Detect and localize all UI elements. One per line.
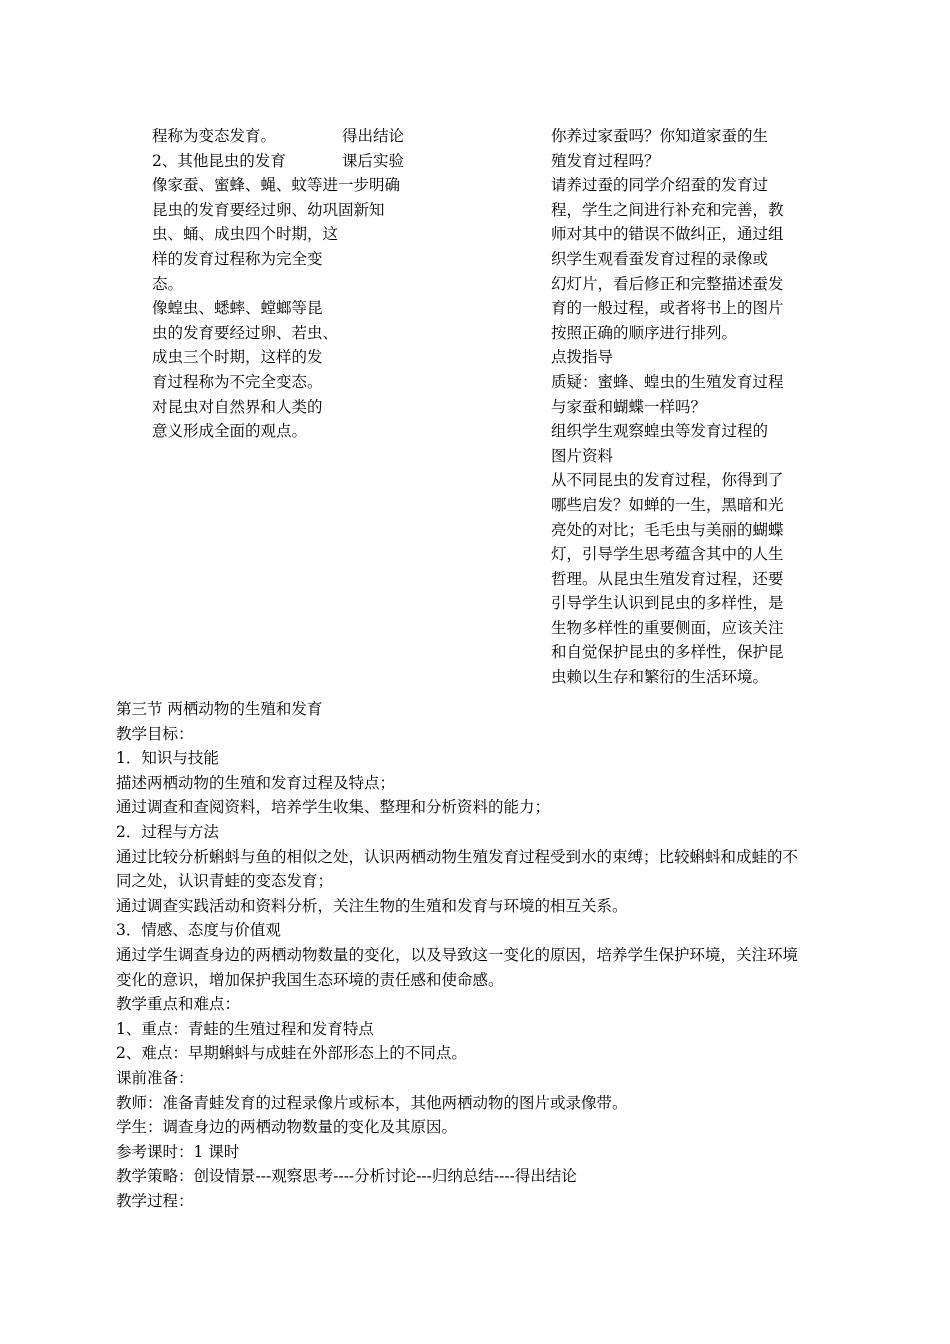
right-column-line: 虫赖以生存和繁衍的生活环境。 (551, 668, 769, 687)
right-column-line: 点拨指导 (551, 348, 614, 367)
right-column-line: 师对其中的错误不做纠正，通过组 (551, 225, 784, 244)
right-column-line: 程，学生之间进行补充和完善，教 (551, 200, 784, 219)
right-column-line: 育的一般过程，或者将书上的图片 (551, 299, 784, 318)
right-column-line: 从不同昆虫的发育过程，你得到了 (551, 471, 784, 490)
body-text-line: 通过调查实践活动和资料分析，关注生物的生殖和发育与环境的相互关系。 (116, 896, 628, 915)
right-column-line: 质疑：蜜蜂、蝗虫的生殖发育过程 (551, 372, 784, 391)
body-text-line: 2．过程与方法 (116, 822, 219, 841)
right-column-line: 图片资料 (551, 446, 614, 465)
left-column-line: 程称为变态发育。 (152, 127, 277, 145)
middle-column-line: 得出结论 (342, 127, 405, 145)
body-text-line: 2、难点：早期蝌蚪与成蛙在外部形态上的不同点。 (116, 1044, 467, 1063)
left-column-line: 对昆虫对自然界和人类的 (152, 397, 323, 416)
body-text-line: 教学策略：创设情景---观察思考----分析讨论---归纳总结----得出结论 (116, 1167, 577, 1186)
right-column-line: 亮处的对比；毛毛虫与美丽的蝴蝶 (551, 520, 784, 539)
left-column-line: 样的发育过程称为完全变 (152, 249, 323, 268)
right-column-line: 请养过蚕的同学介绍蚕的发育过 (551, 176, 769, 195)
body-text-line: 参考课时：1 课时 (116, 1142, 240, 1161)
left-column-line: 虫的发育要经过卵、若虫、 (152, 323, 339, 342)
left-column-line: 意义形成全面的观点。 (152, 422, 308, 441)
body-text-line: 通过学生调查身边的两栖动物数量的变化，以及导致这一变化的原因，培养学生保护环境，关注环境 (116, 945, 799, 964)
right-column-line: 灯，引导学生思考蕴含其中的人生 (551, 545, 784, 564)
left-column-line: 昆虫的发育要经过卵、幼巩固新知 (152, 200, 385, 219)
left-column-line: 2、其他昆虫的发育 (152, 151, 286, 170)
body-text-line: 变化的意识，增加保护我国生态环境的责任感和使命感。 (116, 970, 504, 989)
body-text-line: 教学重点和难点： (116, 995, 241, 1014)
left-column-line: 成虫三个时期，这样的发 (152, 348, 323, 367)
section-body (116, 697, 846, 1213)
middle-column (342, 124, 442, 173)
right-column-line: 引导学生认识到昆虫的多样性，是 (551, 594, 784, 613)
body-text-line: 课前准备： (116, 1068, 194, 1087)
body-text-line: 描述两栖动物的生殖和发育过程及特点； (116, 773, 396, 792)
right-column-line: 和自觉保护昆虫的多样性，保护昆 (551, 643, 784, 662)
body-text-line: 教学过程： (116, 1191, 194, 1210)
right-column-line: 与家蚕和蝴蝶一样吗？ (551, 397, 707, 416)
body-text-line: 通过比较分析蝌蚪与鱼的相似之处，认识两栖动物生殖发育过程受到水的束缚；比较蝌蚪和成蛙的不 (116, 847, 799, 866)
right-column-line: 殖发育过程吗？ (551, 151, 660, 170)
body-text-line: 1、重点：青蛙的生殖过程和发育特点 (116, 1019, 374, 1038)
body-text-line: 教师：准备青蛙发育的过程录像片或标本，其他两栖动物的图片或录像带。 (116, 1093, 628, 1112)
body-text-line: 第三节 两栖动物的生殖和发育 (116, 700, 323, 718)
body-text-line: 教学目标： (116, 724, 194, 743)
right-column-line: 哪些启发？如蝉的一生，黑暗和光 (551, 495, 784, 514)
left-column-line: 像家蚕、蜜蜂、蝇、蚊等进一步明确 (152, 176, 401, 195)
right-column-line: 你养过家蚕吗？你知道家蚕的生 (551, 127, 769, 145)
body-text-line: 1．知识与技能 (116, 749, 219, 768)
body-text-line: 同之处，认识青蛙的变态发育； (116, 872, 334, 891)
right-column-line: 哲理。从昆虫生殖发育过程，还要 (551, 569, 784, 588)
body-text-line: 3．情感、态度与价值观 (116, 921, 281, 940)
left-column-line: 虫、蛹、成虫四个时期，这 (152, 225, 339, 244)
left-column-line: 育过程称为不完全变态。 (152, 372, 323, 391)
body-text-line: 通过调查和查阅资料，培养学生收集、整理和分析资料的能力； (116, 798, 551, 817)
left-column-line: 态。 (152, 274, 184, 293)
middle-column-line: 课后实验 (342, 151, 405, 170)
right-column-line: 组织学生观察蝗虫等发育过程的 (551, 422, 769, 441)
left-column-line: 像蝗虫、蟋蟀、螳螂等昆 (152, 299, 323, 318)
right-column-line: 织学生观看蚕发育过程的录像或 (551, 249, 769, 268)
right-column (551, 124, 811, 690)
body-text-line: 学生：调查身边的两栖动物数量的变化及其原因。 (116, 1118, 458, 1137)
right-column-line: 按照正确的顺序进行排列。 (551, 323, 738, 342)
right-column-line: 幻灯片，看后修正和完整描述蚕发 (551, 274, 784, 293)
right-column-line: 生物多样性的重要侧面，应该关注 (551, 618, 784, 637)
